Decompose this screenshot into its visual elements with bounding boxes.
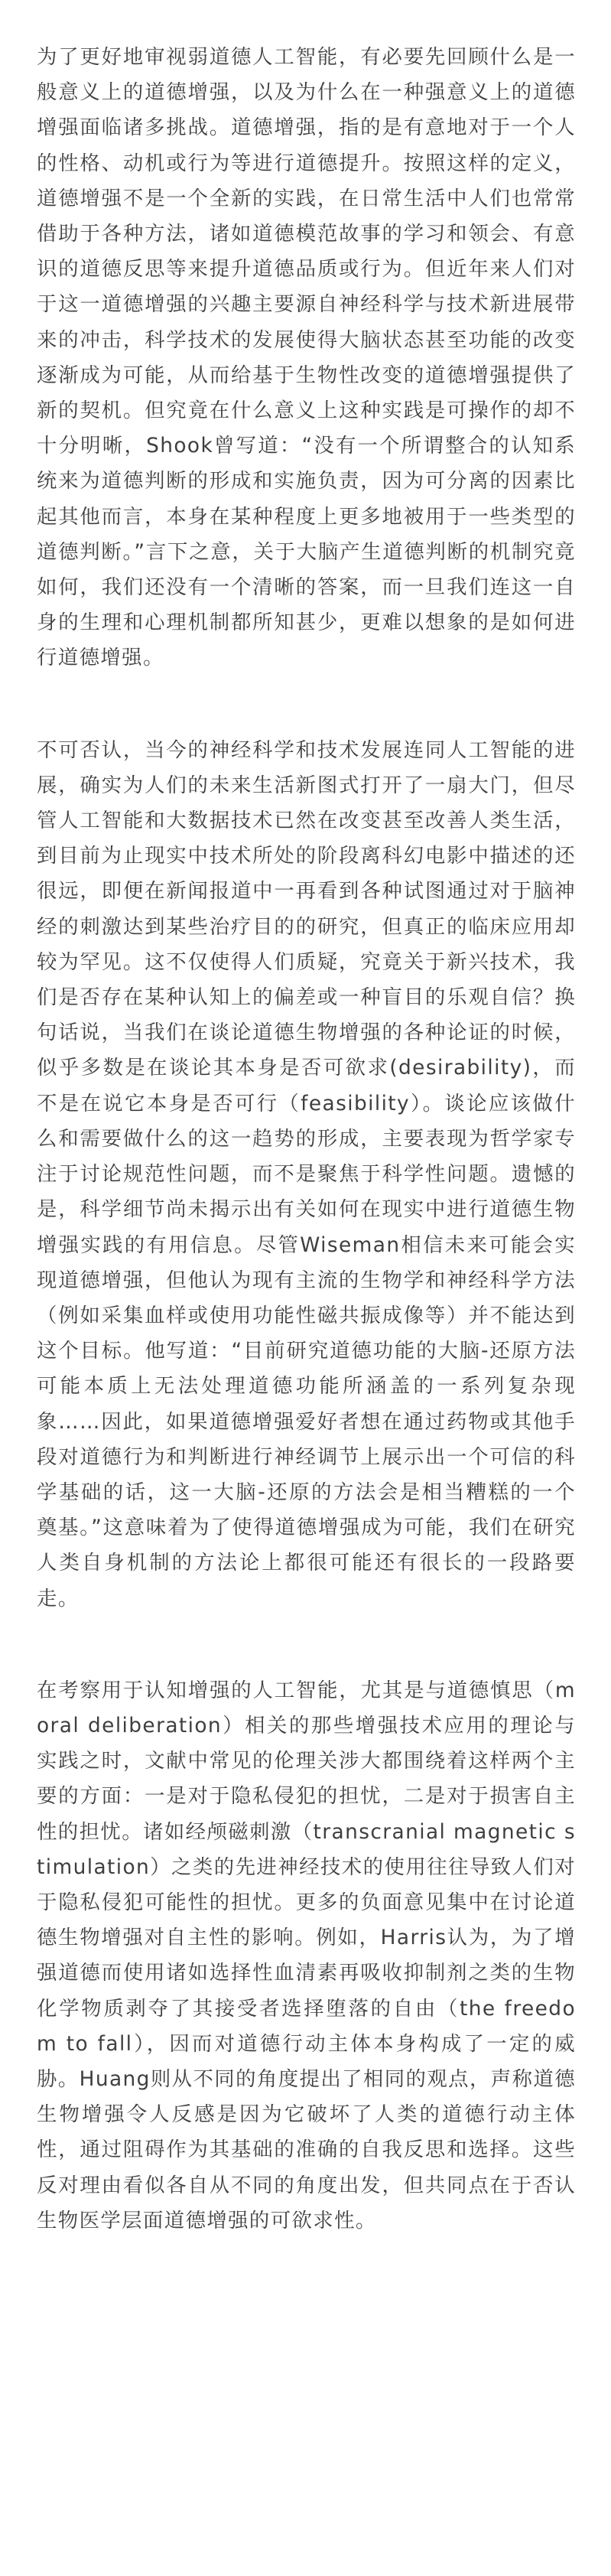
paragraph-ethical-concerns: 在考察用于认知增强的人工智能，尤其是与道德慎思（moral deliberation）相关的那些增强技术应用的理论与实践之时，文献中常见的伦理关涉大都围绕着这样两个主要的方面：一是对于隐私侵犯的担忧，二是对于损害自主性的担忧。诸如经颅磁刺激（transcranial magnetic stimulation）之类的先进神经技术的使用往往导致人们对于隐私侵犯可能性的担忧。更多的负面意见集中在讨论道德生物增强对自主性的影响。例如，Harris认为，为了增强道德而使用诸如选择性血清素再吸收抑制剂之类的生物化学物质剥夺了其接受者选择堕落的自由（the freedom to fall），因而对道德行动主体本身构成了一定的威胁。Huang则从不同的角度提出了相同的观点，声称道德生物增强令人反感是因为它破坏了人类的道德行动主体性，通过阻碍作为其基础的准确的自我反思和选择。这些反对理由看似各自从不同的角度出发，但共同点在于否认生物医学层面道德增强的可欲求性。 xyxy=(37,1678,576,2232)
paragraph-neuroscience-feasibility: 不可否认，当今的神经科学和技术发展连同人工智能的进展，确实为人们的未来生活新图式打开了一扇大门，但尽管人工智能和大数据技术已然在改变甚至改善人类生活，到目前为止现实中技术所处的阶段离科幻电影中描述的还很远，即便在新闻报道中一再看到各种试图通过对于脑神经的刺激达到某些治疗目的的研究，但真正的临床应用却较为罕见。这不仅使得人们质疑，究竟关于新兴技术，我们是否存在某种认知上的偏差或一种盲目的乐观自信？换句话说，当我们在谈论道德生物增强的各种论证的时候，似乎多数是在谈论其本身是否可欲求(desirability)，而不是在说它本身是否可行（feasibility）。谈论应该做什么和需要做什么的这一趋势的形成，主要表现为哲学家专注于讨论规范性问题，而不是聚焦于科学性问题。遗憾的是，科学细节尚未揭示出有关如何在现实中进行道德生物增强实践的有用信息。尽管Wiseman相信未来可能会实现道德增强，但他认为现有主流的生物学和神经科学方法（例如采集血样或使用功能性磁共振成像等）并不能达到这个目标。他写道：“目前研究道德功能的大脑-还原方法可能本质上无法处理道德功能所涵盖的一系列复杂现象……因此，如果道德增强爱好者想在通过药物或其他手段对道德行为和判断进行神经调节上展示出一个可信的科学基础的话，这一大脑-还原的方法会是相当糟糕的一个奠基。”这意味着为了使得道德增强成为可能，我们在研究人类自身机制的方法论上都很可能还有很长的一段路要走。 xyxy=(37,738,576,1610)
paragraph-moral-enhancement-definition: 为了更好地审视弱道德人工智能，有必要先回顾什么是一般意义上的道德增强，以及为什么在一种强意义上的道德增强面临诸多挑战。道德增强，指的是有意地对于一个人的性格、动机或行为等进行道德提升。按照这样的定义，道德增强不是一个全新的实践，在日常生活中人们也常常借助于各种方法，诸如道德模范故事的学习和领会、有意识的道德反思等来提升道德品质或行为。但近年来人们对于这一道德增强的兴趣主要源自神经科学与技术新进展带来的冲击，科学技术的发展使得大脑状态甚至功能的改变逐渐成为可能，从而给基于生物性改变的道德增强提供了新的契机。但究竟在什么意义上这种实践是可操作的却不十分明晰，Shook曾写道：“没有一个所谓整合的认知系统来为道德判断的形成和实施负责，因为可分离的因素比起其他而言，本身在某种程度上更多地被用于一些类型的道德判断。”言下之意，关于大脑产生道德判断的机制究竟如何，我们还没有一个清晰的答案，而一旦我们连这一自身的生理和心理机制都所知甚少，更难以想象的是如何进行道德增强。 xyxy=(37,45,576,670)
